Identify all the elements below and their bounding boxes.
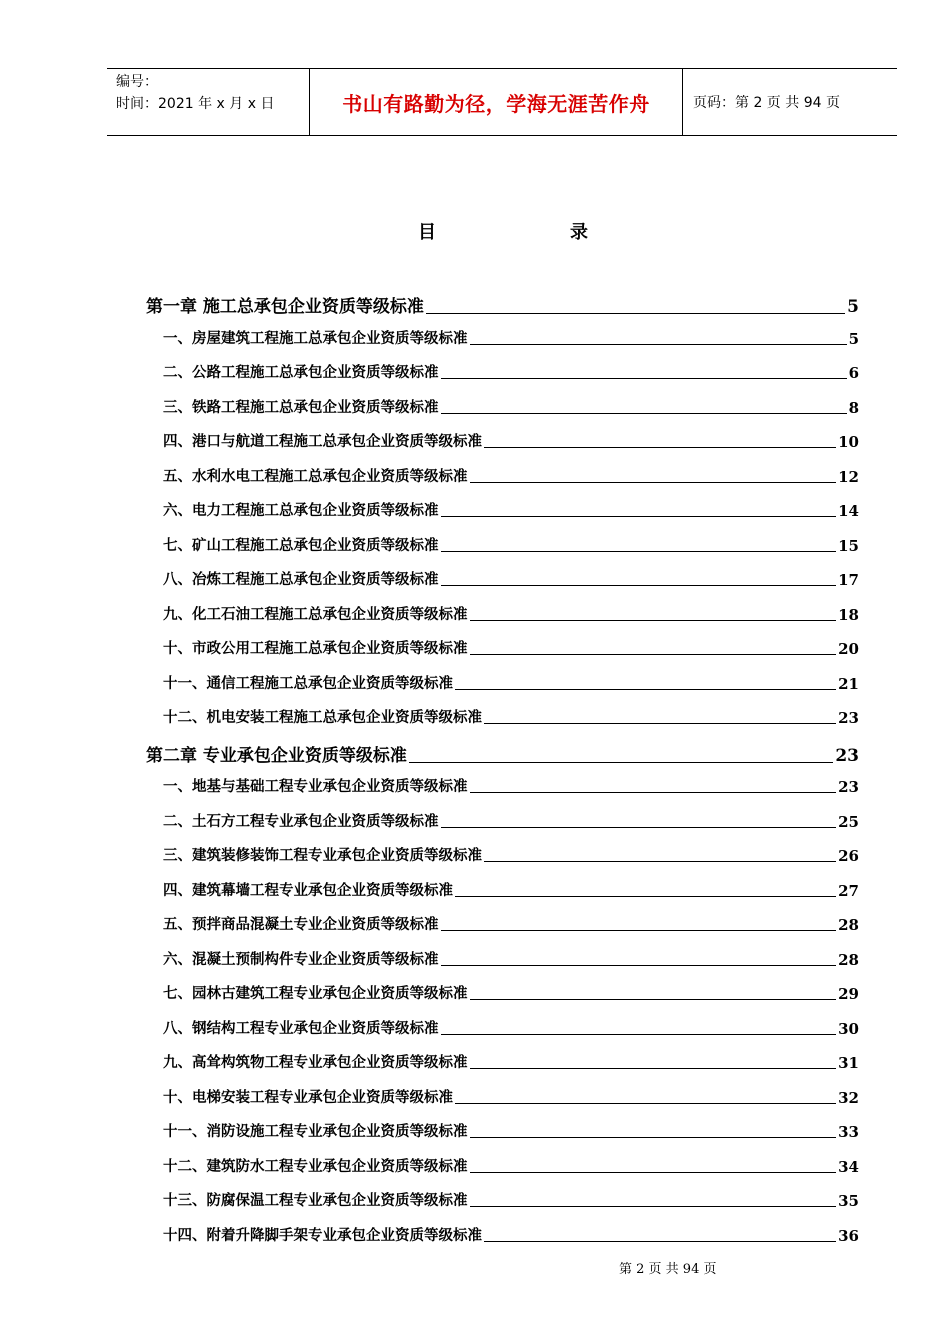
toc-entry-label: 十、电梯安装工程专业承包企业资质等级标准 <box>163 1089 453 1106</box>
toc-entry-label: 四、建筑幕墙工程专业承包企业资质等级标准 <box>163 882 453 899</box>
toc-title-char-2: 录 <box>570 222 588 243</box>
toc-entry-leader <box>470 1136 837 1138</box>
toc-entry-page: 5 <box>847 297 859 317</box>
toc-chapter-entry[interactable] <box>146 292 859 317</box>
toc-entry-page: 33 <box>838 1123 859 1141</box>
toc-section-entry[interactable] <box>163 603 859 624</box>
toc-entry-leader <box>441 584 837 586</box>
toc-section-entry[interactable] <box>163 430 859 451</box>
toc-section-entry[interactable] <box>163 775 859 796</box>
toc-entry-leader <box>484 722 836 724</box>
toc-entry-label: 五、水利水电工程施工总承包企业资质等级标准 <box>163 468 468 485</box>
toc-entry-label: 十四、附着升降脚手架专业承包企业资质等级标准 <box>163 1227 482 1244</box>
toc-entry-page: 27 <box>838 881 859 900</box>
header-motto: 书山有路勤为径，学海无涯苦作舟 <box>310 69 683 135</box>
toc-title-char-1: 目 <box>418 222 436 243</box>
toc-entry-label: 一、房屋建筑工程施工总承包企业资质等级标准 <box>163 330 468 347</box>
toc-entry-leader <box>470 481 837 483</box>
toc-section-entry[interactable] <box>163 1189 859 1210</box>
toc-entry-page: 28 <box>838 950 859 969</box>
toc-entry-page: 21 <box>838 674 859 693</box>
toc-entry-leader <box>455 688 836 690</box>
toc-entry-label: 十、市政公用工程施工总承包企业资质等级标准 <box>163 641 468 657</box>
toc-section-entry[interactable] <box>163 1017 859 1038</box>
toc-section-entry[interactable] <box>163 982 859 1003</box>
toc-entry-leader <box>470 653 837 655</box>
toc-section-entry[interactable] <box>163 327 859 348</box>
toc-entry-leader <box>470 791 837 793</box>
toc-section-entry[interactable] <box>163 879 859 900</box>
toc-entry-label: 三、铁路工程施工总承包企业资质等级标准 <box>163 399 439 416</box>
toc-section-entry[interactable] <box>163 1051 859 1072</box>
toc-section-entry[interactable] <box>163 1086 859 1107</box>
toc-section-entry[interactable] <box>163 637 859 658</box>
toc-entry-page: 26 <box>838 847 859 865</box>
toc-entry-leader <box>470 1205 837 1207</box>
toc-entry-leader <box>441 929 837 931</box>
toc-entry-label: 九、化工石油工程施工总承包企业资质等级标准 <box>163 606 468 623</box>
toc-entry-page: 28 <box>838 916 859 934</box>
toc-entry-label: 十二、机电安装工程施工总承包企业资质等级标准 <box>163 710 482 726</box>
toc-entry-page: 12 <box>838 467 859 486</box>
toc-entry-page: 31 <box>838 1054 859 1072</box>
toc-entry-label: 二、公路工程施工总承包企业资质等级标准 <box>163 365 439 381</box>
toc-entry-page: 23 <box>838 778 859 796</box>
toc-section-entry[interactable] <box>163 1120 859 1141</box>
toc-entry-page: 32 <box>838 1088 859 1107</box>
toc-entry-leader <box>441 550 837 552</box>
toc-section-entry[interactable] <box>163 706 859 727</box>
toc-entry-label: 三、建筑装修装饰工程专业承包企业资质等级标准 <box>163 848 482 864</box>
toc-entry-page: 15 <box>838 536 859 555</box>
toc-entry-label: 八、冶炼工程施工总承包企业资质等级标准 <box>163 572 439 588</box>
toc-section-entry[interactable] <box>163 672 859 693</box>
toc-entry-label: 七、园林古建筑工程专业承包企业资质等级标准 <box>163 986 468 1002</box>
toc-entry-page: 20 <box>838 640 859 658</box>
toc-entry-page: 35 <box>838 1192 859 1210</box>
toc-entry-leader <box>441 1033 837 1035</box>
toc-entry-page: 23 <box>838 709 859 727</box>
toc-section-entry[interactable] <box>163 534 859 555</box>
toc-entry-leader <box>441 377 847 379</box>
toc-entry-leader <box>409 761 833 763</box>
toc-entry-leader <box>455 1102 836 1104</box>
toc-section-entry[interactable] <box>163 1155 859 1176</box>
toc-entry-leader <box>484 1240 836 1242</box>
toc-entry-page: 10 <box>838 433 859 451</box>
toc-entry-page: 6 <box>848 364 859 382</box>
toc-section-entry[interactable] <box>163 913 859 934</box>
toc-entry-page: 14 <box>838 502 859 520</box>
toc-entry-leader <box>470 343 847 345</box>
toc-section-entry[interactable] <box>163 1224 859 1245</box>
header-number-label: 编号： <box>116 74 158 90</box>
toc-entry-leader <box>470 619 837 621</box>
toc-section-entry[interactable] <box>163 844 859 865</box>
toc-entry-label: 十一、通信工程施工总承包企业资质等级标准 <box>163 675 453 692</box>
header-page-info: 页码：第 2 页 共 94 页 <box>693 95 840 111</box>
toc-entry-page: 5 <box>848 329 859 348</box>
toc-entry-label: 十二、建筑防水工程专业承包企业资质等级标准 <box>163 1158 468 1175</box>
toc-entry-page: 8 <box>848 398 859 417</box>
toc-entry-leader <box>441 515 837 517</box>
toc-section-entry[interactable] <box>163 948 859 969</box>
toc-section-entry[interactable] <box>163 568 859 589</box>
toc-entry-label: 九、高耸构筑物工程专业承包企业资质等级标准 <box>163 1055 468 1071</box>
toc-section-entry[interactable] <box>163 396 859 417</box>
toc-entry-page: 34 <box>838 1157 859 1176</box>
toc-chapter-entry[interactable] <box>146 741 859 766</box>
toc-entry-page: 25 <box>838 812 859 831</box>
toc-entry-page: 23 <box>835 745 859 766</box>
toc-entry-label: 六、电力工程施工总承包企业资质等级标准 <box>163 503 439 519</box>
toc-entry-label: 二、土石方工程专业承包企业资质等级标准 <box>163 813 439 830</box>
toc-entry-page: 17 <box>838 571 859 589</box>
toc-section-entry[interactable] <box>163 499 859 520</box>
toc-entry-label: 第二章 专业承包企业资质等级标准 <box>146 745 407 766</box>
header-time-label: 时间：2021 年 x 月 x 日 <box>116 96 275 112</box>
toc-entry-leader <box>484 446 836 448</box>
toc-entry-leader <box>470 1067 837 1069</box>
toc-entry-label: 第一章 施工总承包企业资质等级标准 <box>146 297 424 317</box>
toc-entry-leader <box>441 826 837 828</box>
toc-entry-label: 六、混凝土预制构件专业企业资质等级标准 <box>163 951 439 968</box>
toc-entry-page: 29 <box>838 985 859 1003</box>
footer-page-number: 第 2 页 共 94 页 <box>619 1262 717 1277</box>
toc-section-entry[interactable] <box>163 465 859 486</box>
toc-entry-leader <box>441 964 837 966</box>
toc-entry-label: 四、港口与航道工程施工总承包企业资质等级标准 <box>163 434 482 450</box>
toc-section-entry[interactable] <box>163 361 859 382</box>
toc-entry-page: 36 <box>838 1226 859 1245</box>
toc-entry-leader <box>426 312 845 314</box>
toc-entry-label: 七、矿山工程施工总承包企业资质等级标准 <box>163 537 439 554</box>
toc-entry-leader <box>441 412 847 414</box>
toc-entry-leader <box>470 1171 837 1173</box>
toc-entry-page: 30 <box>838 1019 859 1038</box>
toc-entry-label: 十三、防腐保温工程专业承包企业资质等级标准 <box>163 1193 468 1209</box>
toc-entry-leader <box>470 998 837 1000</box>
toc-entry-leader <box>484 860 836 862</box>
toc-entry-page: 18 <box>838 605 859 624</box>
toc-entry-label: 一、地基与基础工程专业承包企业资质等级标准 <box>163 779 468 795</box>
toc-entry-label: 八、钢结构工程专业承包企业资质等级标准 <box>163 1020 439 1037</box>
toc-entry-leader <box>455 895 836 897</box>
toc-section-entry[interactable] <box>163 810 859 831</box>
toc-entry-label: 十一、消防设施工程专业承包企业资质等级标准 <box>163 1124 468 1140</box>
toc-entry-label: 五、预拌商品混凝土专业企业资质等级标准 <box>163 917 439 933</box>
